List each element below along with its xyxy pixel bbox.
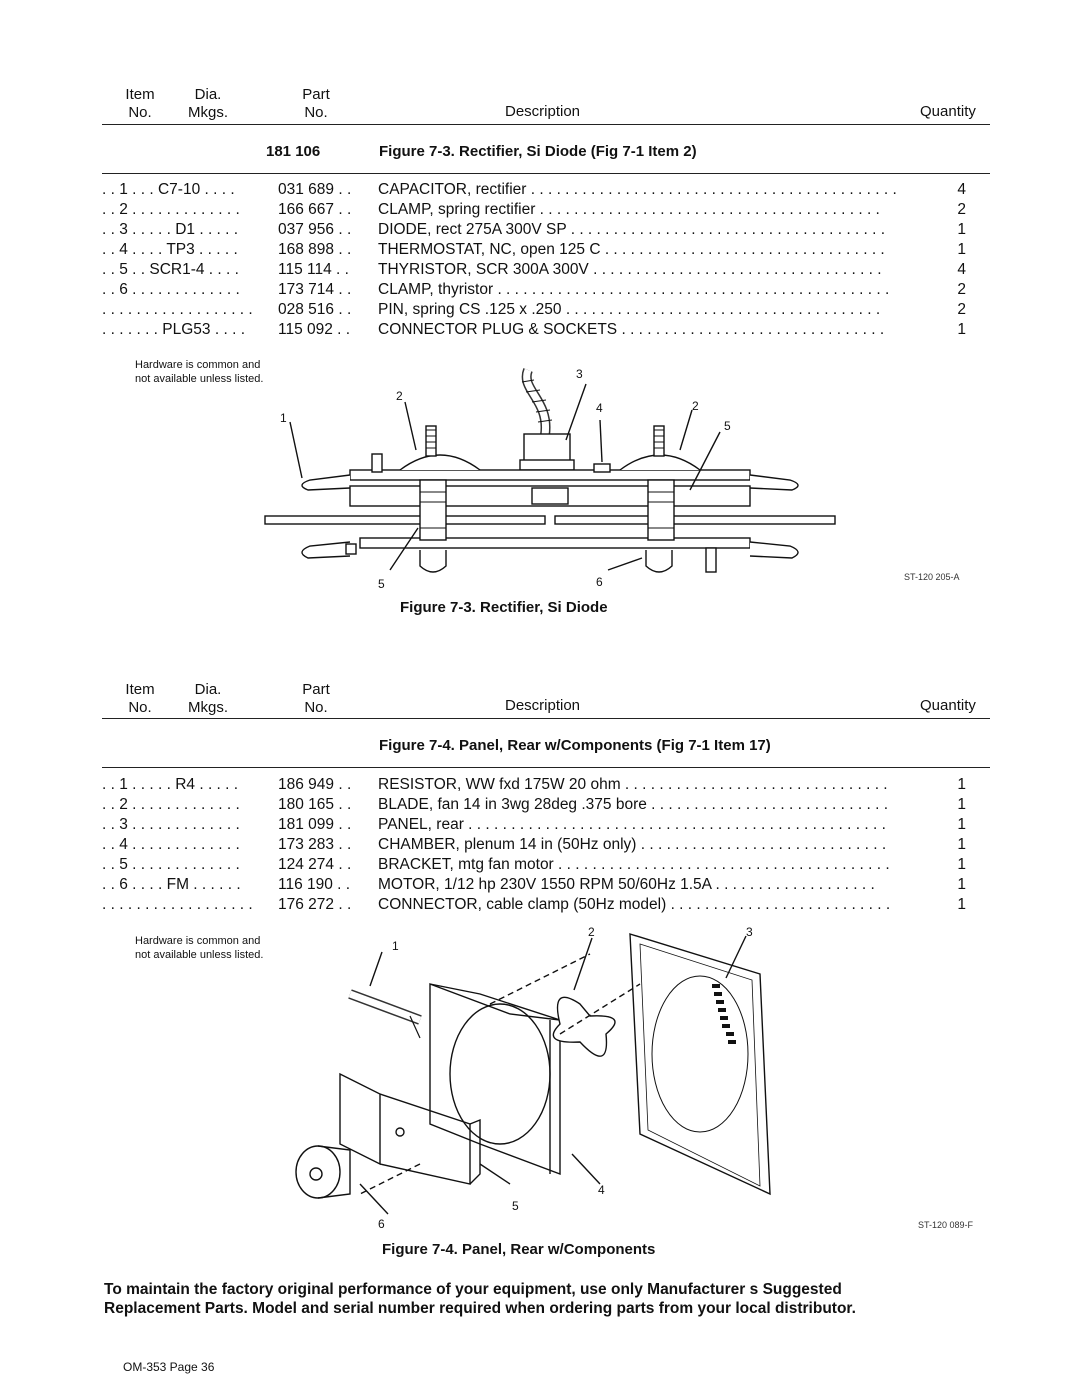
- rear-panel: [630, 934, 770, 1194]
- list-item: [102, 200, 990, 220]
- quantity-cell: 2: [957, 301, 966, 318]
- part-number-cell: 173 714 . .: [278, 281, 352, 298]
- top-busbar: [350, 470, 750, 480]
- rectifier-diagram: [250, 360, 850, 590]
- callout-p1: 1: [392, 939, 399, 953]
- description-header-2: Description: [505, 697, 581, 714]
- right-capacitor: [750, 475, 798, 490]
- description-cell: BRACKET, mtg fan motor . . . . . . . . . . . . . . . . . . . . . . . . . . . . . . . . . . . . . . .: [378, 856, 890, 873]
- notice-line-1: To maintain the factory original performance of your equipment, use only Manufacturer s Suggested: [104, 1281, 842, 1298]
- part-number-cell: 176 272 . .: [278, 896, 352, 913]
- quantity-header: Quantity: [920, 103, 976, 120]
- dia-mkgs-header: Dia. Mkgs.: [187, 86, 228, 121]
- description-cell: CONNECTOR PLUG & SOCKETS . . . . . . . . . . . . . . . . . . . . . . . . . . . . . . .: [378, 321, 885, 338]
- figure-caption-2: Figure 7-4. Panel, Rear w/Components: [382, 1241, 656, 1258]
- left-scr-bottom: [420, 550, 446, 572]
- description-cell: RESISTOR, WW fxd 175W 20 ohm . . . . . . . . . . . . . . . . . . . . . . . . . . . . . . .: [378, 776, 888, 793]
- list-item: [102, 280, 990, 300]
- callout-p2: 2: [588, 925, 595, 939]
- item-cell: . . 3 . . . . . . . . . . . . .: [102, 816, 240, 833]
- quantity-header-2: Quantity: [920, 697, 976, 714]
- quantity-cell: 1: [957, 776, 966, 793]
- quantity-cell: 1: [957, 796, 966, 813]
- left-heatsink: [265, 516, 545, 524]
- item-cell: . . . . . . . PLG53 . . . .: [102, 321, 245, 338]
- description-cell: THYRISTOR, SCR 300A 300V . . . . . . . . . . . . . . . . . . . . . . . . . . . . . . . . . .: [378, 261, 882, 278]
- item-cell: . . . . . . . . . . . . . . . . . .: [102, 301, 253, 318]
- hardware-note: Hardware is common and not available unless listed.: [135, 359, 264, 385]
- item-cell: . . 2 . . . . . . . . . . . . .: [102, 201, 240, 218]
- notice-line-2: Replacement Parts. Model and serial number required when ordering parts from your local distributor.: [104, 1300, 856, 1317]
- section-title-2: Figure 7-4. Panel, Rear w/Components (Fig 7-1 Item 17): [379, 737, 771, 754]
- item-cell: . . 6 . . . . FM . . . . . .: [102, 876, 241, 893]
- description-cell: MOTOR, 1/12 hp 230V 1550 RPM 50/60Hz 1.5A . . . . . . . . . . . . . . . . . . .: [378, 876, 875, 893]
- quantity-cell: 4: [957, 261, 966, 278]
- part-number-cell: 115 092 . .: [278, 321, 351, 338]
- callout-4: 4: [596, 401, 603, 415]
- item-cell: . . 1 . . . C7-10 . . . .: [102, 181, 235, 198]
- callout-5: 5: [724, 419, 731, 433]
- quantity-cell: 1: [957, 876, 966, 893]
- list-item: [102, 855, 990, 875]
- list-item: [102, 300, 990, 320]
- dia-mkgs-header-2: Dia. Mkgs.: [187, 681, 228, 716]
- left-capacitor: [302, 475, 350, 490]
- quantity-cell: 1: [957, 836, 966, 853]
- replacement-parts-notice: [104, 1280, 994, 1318]
- item-cell: . . 6 . . . . . . . . . . . . .: [102, 281, 240, 298]
- part-number-cell: 173 283 . .: [278, 836, 352, 853]
- item-cell: . . 1 . . . . . R4 . . . . .: [102, 776, 239, 793]
- description-header: Description: [505, 103, 581, 120]
- section-title: Figure 7-3. Rectifier, Si Diode (Fig 7-1 Item 2): [379, 143, 697, 160]
- right-scr-bottom: [646, 550, 672, 572]
- callout-3: 3: [576, 367, 583, 381]
- callout-p6: 6: [378, 1217, 385, 1231]
- description-cell: CHAMBER, plenum 14 in (50Hz only) . . . . . . . . . . . . . . . . . . . . . . . . . . . . .: [378, 836, 887, 853]
- part-number-cell: 115 114 . .: [278, 261, 349, 278]
- callout-2: 2: [396, 389, 403, 403]
- motor-bracket: [340, 1074, 380, 1164]
- list-item: [102, 320, 990, 340]
- part-number-cell: 124 274 . .: [278, 856, 352, 873]
- callout-p3: 3: [746, 925, 753, 939]
- quantity-cell: 1: [957, 816, 966, 833]
- quantity-cell: 1: [957, 221, 966, 238]
- callout-6: 6: [596, 575, 603, 589]
- item-no-header: Item No.: [125, 86, 155, 121]
- quantity-cell: 4: [957, 181, 966, 198]
- part-number-cell: 180 165 . .: [278, 796, 352, 813]
- part-no-header-2: Part No.: [302, 681, 330, 716]
- list-item: [102, 875, 990, 895]
- item-cell: . . 5 . . . . . . . . . . . . .: [102, 856, 240, 873]
- description-cell: DIODE, rect 275A 300V SP . . . . . . . . . . . . . . . . . . . . . . . . . . . . . . . . . . . . .: [378, 221, 886, 238]
- list-item: [102, 795, 990, 815]
- item-cell: . . 2 . . . . . . . . . . . . .: [102, 796, 240, 813]
- left-scr-clamp: [400, 455, 480, 470]
- fan-motor: [296, 1146, 340, 1198]
- list-item: [102, 835, 990, 855]
- part-number-cell: 031 689 . .: [278, 181, 352, 198]
- list-item: [102, 775, 990, 795]
- callout-p4: 4: [598, 1183, 605, 1197]
- description-cell: PIN, spring CS .125 x .250 . . . . . . . . . . . . . . . . . . . . . . . . . . . . . . . . . . . . .: [378, 301, 881, 318]
- part-number-cell: 168 898 . .: [278, 241, 352, 258]
- part-number-cell: 166 667 . .: [278, 201, 352, 218]
- item-cell: . . 5 . . SCR1-4 . . . .: [102, 261, 239, 278]
- callout-p5: 5: [512, 1199, 519, 1213]
- item-cell: . . 3 . . . . . D1 . . . . .: [102, 221, 239, 238]
- list-item: [102, 815, 990, 835]
- item-cell: . . . . . . . . . . . . . . . . . .: [102, 896, 253, 913]
- item-cell: . . 4 . . . . TP3 . . . . .: [102, 241, 238, 258]
- description-cell: THERMOSTAT, NC, open 125 C . . . . . . . . . . . . . . . . . . . . . . . . . . . . . . . . .: [378, 241, 885, 258]
- part-number-cell: 116 190 . .: [278, 876, 351, 893]
- description-cell: CONNECTOR, cable clamp (50Hz model) . . . . . . . . . . . . . . . . . . . . . . . . . .: [378, 896, 891, 913]
- callout-1: 1: [280, 411, 287, 425]
- header-rule: [102, 124, 990, 125]
- drawing-id: ST-120 205-A: [904, 572, 960, 582]
- description-cell: CAPACITOR, rectifier . . . . . . . . . . . . . . . . . . . . . . . . . . . . . . . . . . . . . . . . . . .: [378, 181, 897, 198]
- assembly-part-number: 181 106: [266, 143, 321, 160]
- list-item: [102, 240, 990, 260]
- title-rule: [102, 173, 990, 174]
- figure-caption: Figure 7-3. Rectifier, Si Diode: [400, 599, 608, 616]
- right-scr-clamp: [620, 455, 700, 470]
- part-number-cell: 037 956 . .: [278, 221, 352, 238]
- quantity-cell: 2: [957, 281, 966, 298]
- drawing-id-2: ST-120 089-F: [918, 1220, 974, 1230]
- quantity-cell: 1: [957, 856, 966, 873]
- page-number: OM-353 Page 36: [123, 1360, 215, 1374]
- list-item: [102, 260, 990, 280]
- quantity-cell: 1: [957, 241, 966, 258]
- list-item: [102, 220, 990, 240]
- quantity-cell: 1: [957, 896, 966, 913]
- header-rule-2: [102, 718, 990, 719]
- part-number-cell: 186 949 . .: [278, 776, 352, 793]
- quantity-cell: 1: [957, 321, 966, 338]
- description-cell: CLAMP, thyristor . . . . . . . . . . . . . . . . . . . . . . . . . . . . . . . . . . . . . . . . . . . . . .: [378, 281, 890, 298]
- list-item: [102, 895, 990, 915]
- item-cell: . . 4 . . . . . . . . . . . . .: [102, 836, 240, 853]
- description-cell: CLAMP, spring rectifier . . . . . . . . . . . . . . . . . . . . . . . . . . . . . . . . . . . . . . . .: [378, 201, 880, 218]
- quantity-cell: 2: [957, 201, 966, 218]
- list-item: [102, 180, 990, 200]
- description-cell: PANEL, rear . . . . . . . . . . . . . . . . . . . . . . . . . . . . . . . . . . . . . . . . . . . . . . . . .: [378, 816, 886, 833]
- thermostat: [594, 464, 610, 472]
- part-number-cell: 028 516 . .: [278, 301, 352, 318]
- rear-panel-diagram: [290, 924, 990, 1234]
- callout-2b: 2: [692, 399, 699, 413]
- hardware-note-2: Hardware is common and not available unless listed.: [135, 935, 264, 961]
- item-no-header-2: Item No.: [125, 681, 155, 716]
- title-rule-2: [102, 767, 990, 768]
- description-cell: BLADE, fan 14 in 3wg 28deg .375 bore . . . . . . . . . . . . . . . . . . . . . . . . . . . .: [378, 796, 889, 813]
- part-no-header: Part No.: [302, 86, 330, 121]
- callout-5b: 5: [378, 577, 385, 590]
- part-number-cell: 181 099 . .: [278, 816, 352, 833]
- right-heatsink: [555, 516, 835, 524]
